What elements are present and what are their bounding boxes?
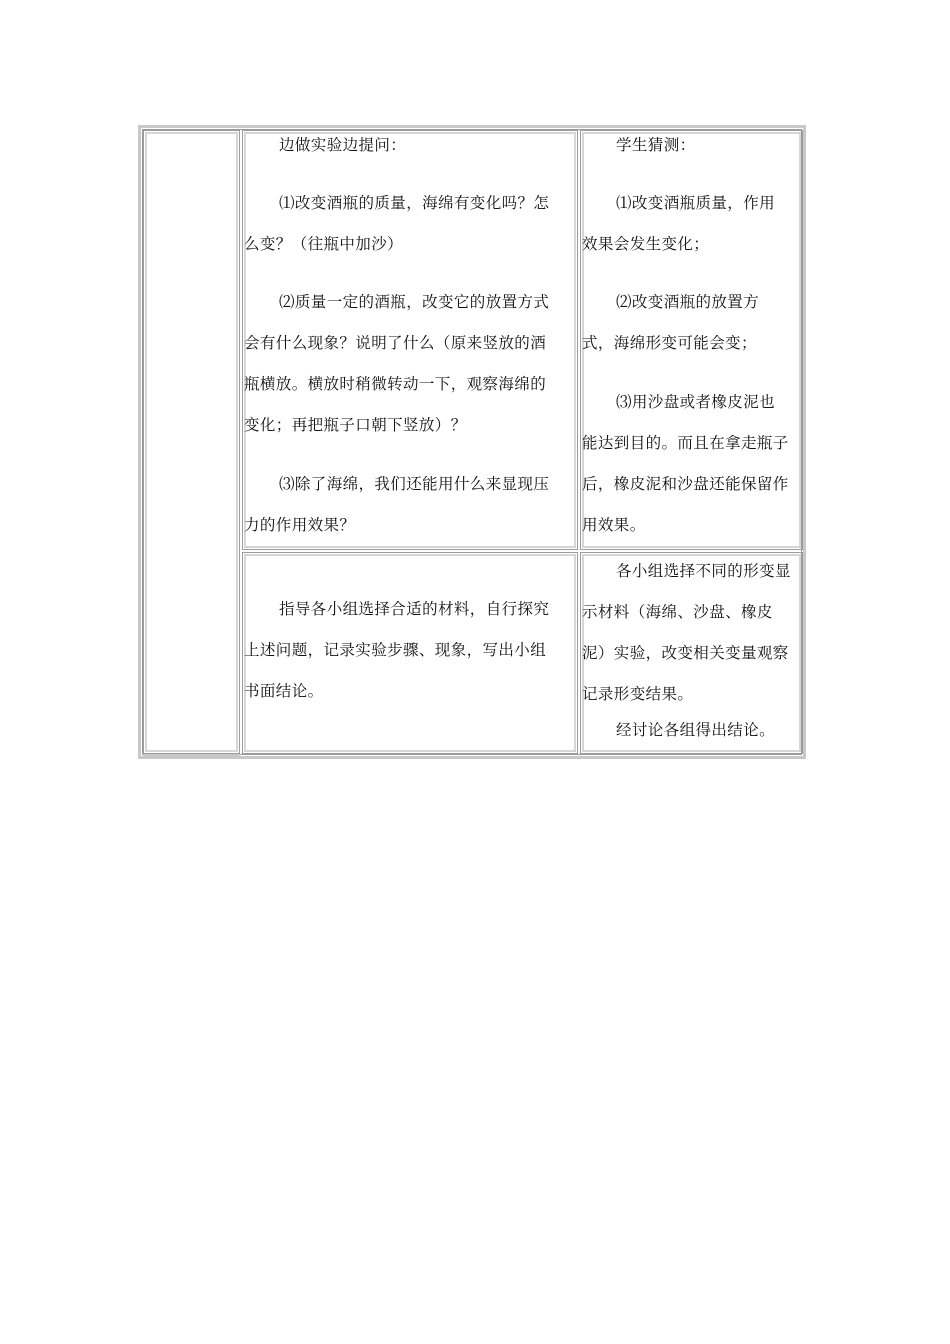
- teacher-text-line: 书面结论。: [244, 682, 324, 700]
- student-text-line: ⑶用沙盘或者橡皮泥也: [616, 393, 776, 411]
- teacher-text-line: ⑵质量一定的酒瓶，改变它的放置方式: [279, 293, 550, 311]
- teacher-text-line: 瓶横放。横放时稍微转动一下，观察海绵的: [244, 375, 547, 393]
- student-text-line: 能达到目的。而且在拿走瓶子: [582, 434, 789, 452]
- student-text-line: ⑵改变酒瓶的放置方: [616, 293, 760, 311]
- student-text-line: 记录形变结果。: [582, 685, 694, 703]
- teacher-text-line: 变化；再把瓶子口朝下竖放）？: [244, 416, 467, 434]
- student-text-line: 学生猜测：: [616, 136, 696, 154]
- student-text-line: 式，海绵形变可能会变；: [582, 334, 757, 352]
- teacher-text-line: ⑴改变酒瓶的质量，海绵有变化吗？怎: [279, 194, 550, 212]
- student-text-line: 用效果。: [582, 516, 646, 534]
- teacher-text-line: 么变？（往瓶中加沙）: [244, 235, 404, 253]
- teacher-text-line: ⑶除了海绵，我们还能用什么来显现压: [279, 475, 550, 493]
- student-text-line: 各小组选择不同的形变显: [616, 562, 791, 580]
- student-text-line: 经讨论各组得出结论。: [616, 721, 776, 739]
- teacher-text-line: 上述问题，记录实验步骤、现象，写出小组: [244, 641, 547, 659]
- student-text-line: 效果会发生变化；: [582, 235, 710, 253]
- teacher-text-line: 力的作用效果？: [244, 516, 356, 534]
- teacher-text-line: 会有什么现象？说明了什么（原来竖放的酒: [244, 334, 547, 352]
- left-column-cell: [143, 130, 240, 754]
- student-text-line: ⑴改变酒瓶质量，作用: [616, 194, 776, 212]
- teacher-text-line: 边做实验边提问：: [279, 136, 407, 154]
- left-column-bottom-strip: [143, 754, 240, 756]
- student-text-line: 后，橡皮泥和沙盘还能保留作: [582, 475, 789, 493]
- teacher-text-line: 指导各小组选择合适的材料，自行探究: [279, 600, 550, 618]
- student-text-line: 泥）实验，改变相关变量观察: [582, 644, 789, 662]
- lesson-table: [138, 125, 806, 759]
- student-text-line: 示材料（海绵、沙盘、橡皮: [582, 603, 773, 621]
